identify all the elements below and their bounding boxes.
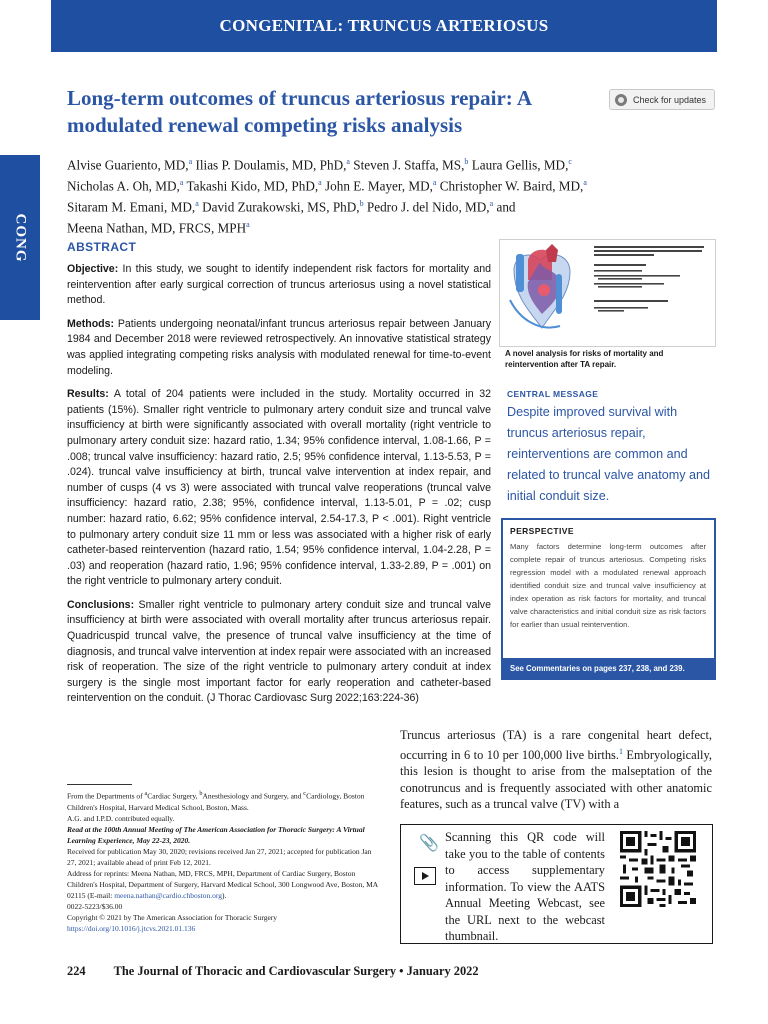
qr-text: Scanning this QR code will take you to the table of contents to access supplementary information. To view the AATS Annual Meeting Webcast, see the URL next to the webcast thumbnail. bbox=[445, 830, 605, 943]
affiliation-mark: a bbox=[318, 177, 322, 187]
intro-text-b: Embryologically, this lesion is thought to arise from the malseptation of the conotruncus and is frequently associated with other anatomic features, such as a truncal valve (TV) with a bbox=[400, 747, 712, 812]
author: Meena Nathan, MD, FRCS, MPH bbox=[67, 220, 247, 236]
email-link[interactable]: meena.nathan@cardio.chboston.org bbox=[114, 890, 222, 900]
commentaries-link[interactable] bbox=[503, 658, 714, 678]
abstract-heading: ABSTRACT bbox=[67, 240, 137, 254]
refresh-icon bbox=[615, 94, 627, 106]
abstract-objective bbox=[67, 262, 491, 309]
affiliation-mark: b bbox=[464, 157, 469, 166]
footnote-rule bbox=[67, 784, 132, 785]
affiliation-mark: a bbox=[188, 157, 193, 166]
affiliation-mark: a bbox=[346, 157, 350, 166]
author: Ilias P. Doulamis, MD, PhD, bbox=[195, 157, 347, 173]
intro-text-a: Truncus arteriosus (TA) is a rare congenital heart defect, occurring in 6 to 10 per 100,000 live births. bbox=[400, 728, 712, 762]
central-message-heading: CENTRAL MESSAGE bbox=[507, 389, 599, 399]
central-message-text: Despite improved survival with truncus arteriosus repair, reinterventions are common and related to truncal valve anatomy and initial conduit size. bbox=[507, 405, 711, 503]
paperclip-icon: 📎 bbox=[419, 835, 439, 852]
check-for-updates-button[interactable] bbox=[609, 89, 715, 110]
affiliation-mark: a bbox=[583, 177, 587, 187]
reference-link[interactable]: 1 bbox=[618, 746, 623, 756]
footnotes bbox=[67, 788, 380, 934]
perspective-box bbox=[501, 518, 716, 680]
author: Nicholas A. Oh, MD, bbox=[67, 178, 180, 194]
heart-illustration bbox=[500, 240, 715, 346]
author-list bbox=[67, 153, 707, 237]
author-conjunction: and bbox=[496, 199, 516, 215]
author: Takashi Kido, MD, PhD, bbox=[186, 178, 319, 194]
footnote-copyright: Copyright © 2021 by The American Association for Thoracic Surgery bbox=[67, 912, 278, 922]
article-title: Long-term outcomes of truncus arteriosus repair: A modulated renewal competing risks analysis bbox=[67, 86, 531, 137]
author: Pedro J. del Nido, MD, bbox=[366, 199, 490, 215]
qr-code-icon[interactable] bbox=[620, 831, 696, 907]
intro-paragraph bbox=[400, 727, 712, 813]
perspective-text: Many factors determine long-term outcomes after complete repair of truncus arteriosus. Competing risks regression model with a modulated renewal approach identified conduit size and truncal valve insufficiency at index operation as risk factors for mortality, and truncal valve characteristics and initial conduit size as risk factors for earlier than usual reintervention. bbox=[510, 542, 706, 629]
footnote-doi bbox=[67, 923, 380, 934]
objective-label: Objective: bbox=[67, 263, 119, 275]
abstract-results bbox=[67, 387, 491, 590]
check-for-updates-label: Check for updates bbox=[633, 94, 707, 105]
perspective-heading: PERSPECTIVE bbox=[510, 526, 574, 536]
video-play-icon[interactable] bbox=[414, 867, 436, 885]
author: David Zurakowski, MS, PhD, bbox=[202, 199, 360, 215]
conclusions-text: Smaller right ventricle to pulmonary artery conduit size and truncal valve insufficiency at birth were associated with overall mortality after truncus arteriosus repair. Quadricuspid truncal valve, the presence of truncal valve insufficiency at the time of diagnosis, and truncal valve intervention at index repair were associated with an increased risk of reoperation. The size of the right ventricle to pulmonary artery conduit at index surgery is the single most important factor for early reoperation and catheter-based reintervention on the conduit. (J Thorac Cardiovasc Surg 2022;163:224-36) bbox=[67, 598, 491, 705]
affiliation-mark: b bbox=[359, 198, 364, 208]
methods-label: Methods: bbox=[67, 317, 115, 330]
footnote-meeting: Read at the 100th Annual Meeting of The American Association for Thoracic Surgery: A Virtual Learning Experience, May 22-23, 2020. bbox=[67, 824, 365, 845]
side-tab-label: CONG bbox=[12, 213, 29, 262]
author: Laura Gellis, MD, bbox=[471, 157, 569, 173]
section-side-tab bbox=[0, 155, 40, 320]
affiliation-mark: a bbox=[179, 177, 184, 187]
footnote-contribution: A.G. and I.P.D. contributed equally. bbox=[67, 813, 175, 823]
affiliation-mark: a bbox=[246, 219, 250, 229]
affiliation-mark: c bbox=[568, 157, 572, 166]
abstract-conclusions bbox=[67, 598, 491, 707]
central-figure bbox=[499, 239, 716, 347]
author: Steven J. Staffa, MS, bbox=[353, 157, 465, 173]
affiliation-mark: a bbox=[489, 198, 494, 208]
author: Christopher W. Baird, MD, bbox=[439, 178, 584, 194]
conclusions-label: Conclusions: bbox=[67, 598, 135, 611]
page-footer bbox=[67, 964, 479, 979]
section-banner bbox=[51, 0, 717, 52]
doi-link[interactable]: https://doi.org/10.1016/j.jtcvs.2021.01.136 bbox=[67, 923, 196, 933]
qr-box bbox=[400, 824, 713, 944]
section-banner-label: CONGENITAL: TRUNCUS ARTERIOSUS bbox=[219, 16, 549, 35]
commentaries-label: See Commentaries on pages 237, 238, and 239. bbox=[510, 663, 685, 673]
footnote-address: Address for reprints: Meena Nathan, MD, FRCS, MPH, Department of Cardiac Surgery, Boston Children's Hospital, Department of Surgery, Harvard Medical School, 300 Longwood Ave, Boston, MA 02115 (E-mail: meena.nathan@cardio.chboston.org). bbox=[67, 868, 378, 900]
methods-text: Patients undergoing neonatal/infant truncus arteriosus repair between January 1984 and December 2018 were reviewed retrospectively. An innovative statistical strategy was applied integrating competing risks analysis with modulated renewal for time-to-event modeling. bbox=[67, 317, 491, 377]
author: Alvise Guariento, MD, bbox=[67, 157, 189, 173]
affiliation-mark: a bbox=[432, 177, 437, 187]
affiliation-mark: a bbox=[195, 198, 199, 208]
objective-text: In this study, we sought to identify independent risk factors for mortality and reintervention after early surgical correction of truncus arteriosus using a novel statistical method. bbox=[67, 263, 491, 307]
results-label: Results: bbox=[67, 388, 109, 401]
figure-caption: A novel analysis for risks of mortality and reintervention after TA repair. bbox=[505, 349, 664, 369]
footnote-received: Received for publication May 30, 2020; revisions received Jan 27, 2021; accepted for publication Jan 27, 2021; available ahead of print Feb 12, 2021. bbox=[67, 846, 372, 867]
author: John E. Mayer, MD, bbox=[325, 178, 433, 194]
abstract bbox=[67, 262, 491, 715]
journal-footer: The Journal of Thoracic and Cardiovascular Surgery • January 2022 bbox=[113, 964, 479, 978]
page-number: 224 bbox=[67, 964, 86, 978]
results-text: A total of 204 patients were included in the study. Mortality occurred in 32 patients (15%). Smaller right ventricle to pulmonary artery conduit size and truncal valve insufficiency at birth were significantly associated with overall mortality (right ventricle to pulmonary artery conduit size: hazard ratio, 1.34; 95% confidence interval, 1.08-1.66, P = .008; truncal valve insufficiency: hazard ratio, 2.5; 95% confidence interval, 1.13-5.53, P = .024). truncal valve insufficiency at birth, truncal valve intervention at index repair, and number of cusps (4 vs 3) were associated with truncal valve reoperations (truncal valve insufficiency: hazard ratio, 2.38; 95%, confidence interval, 1.13-5.01, P = .02; cusp number: hazard ratio, 6.62; 95% confidence interval, 2.54-17.3, P < .001). Right ventricle to pulmonary artery conduit size 11 mm or less was associated with a higher risk of early catheter-based reintervention (hazard ratio, 1.54; 95% confidence interval, 1.04-2.28, P = .03) and reoperation (hazard ratio, 1.96; 95% confidence interval, 1.33-2.89, P = .001) on the right ventricle to pulmonary artery conduit. bbox=[67, 388, 492, 588]
footnote-issn: 0022-5223/$36.00 bbox=[67, 901, 123, 911]
footnote-departments: From the Departments of $^a$Cardiac Surgery, $^b$Anesthesiology and Surgery, and $^c$Cardiology, Boston Children's Hospital, Harvard Medical School, Boston, Mass. bbox=[67, 790, 365, 812]
abstract-methods bbox=[67, 317, 491, 379]
author: Sitaram M. Emani, MD, bbox=[67, 199, 196, 215]
